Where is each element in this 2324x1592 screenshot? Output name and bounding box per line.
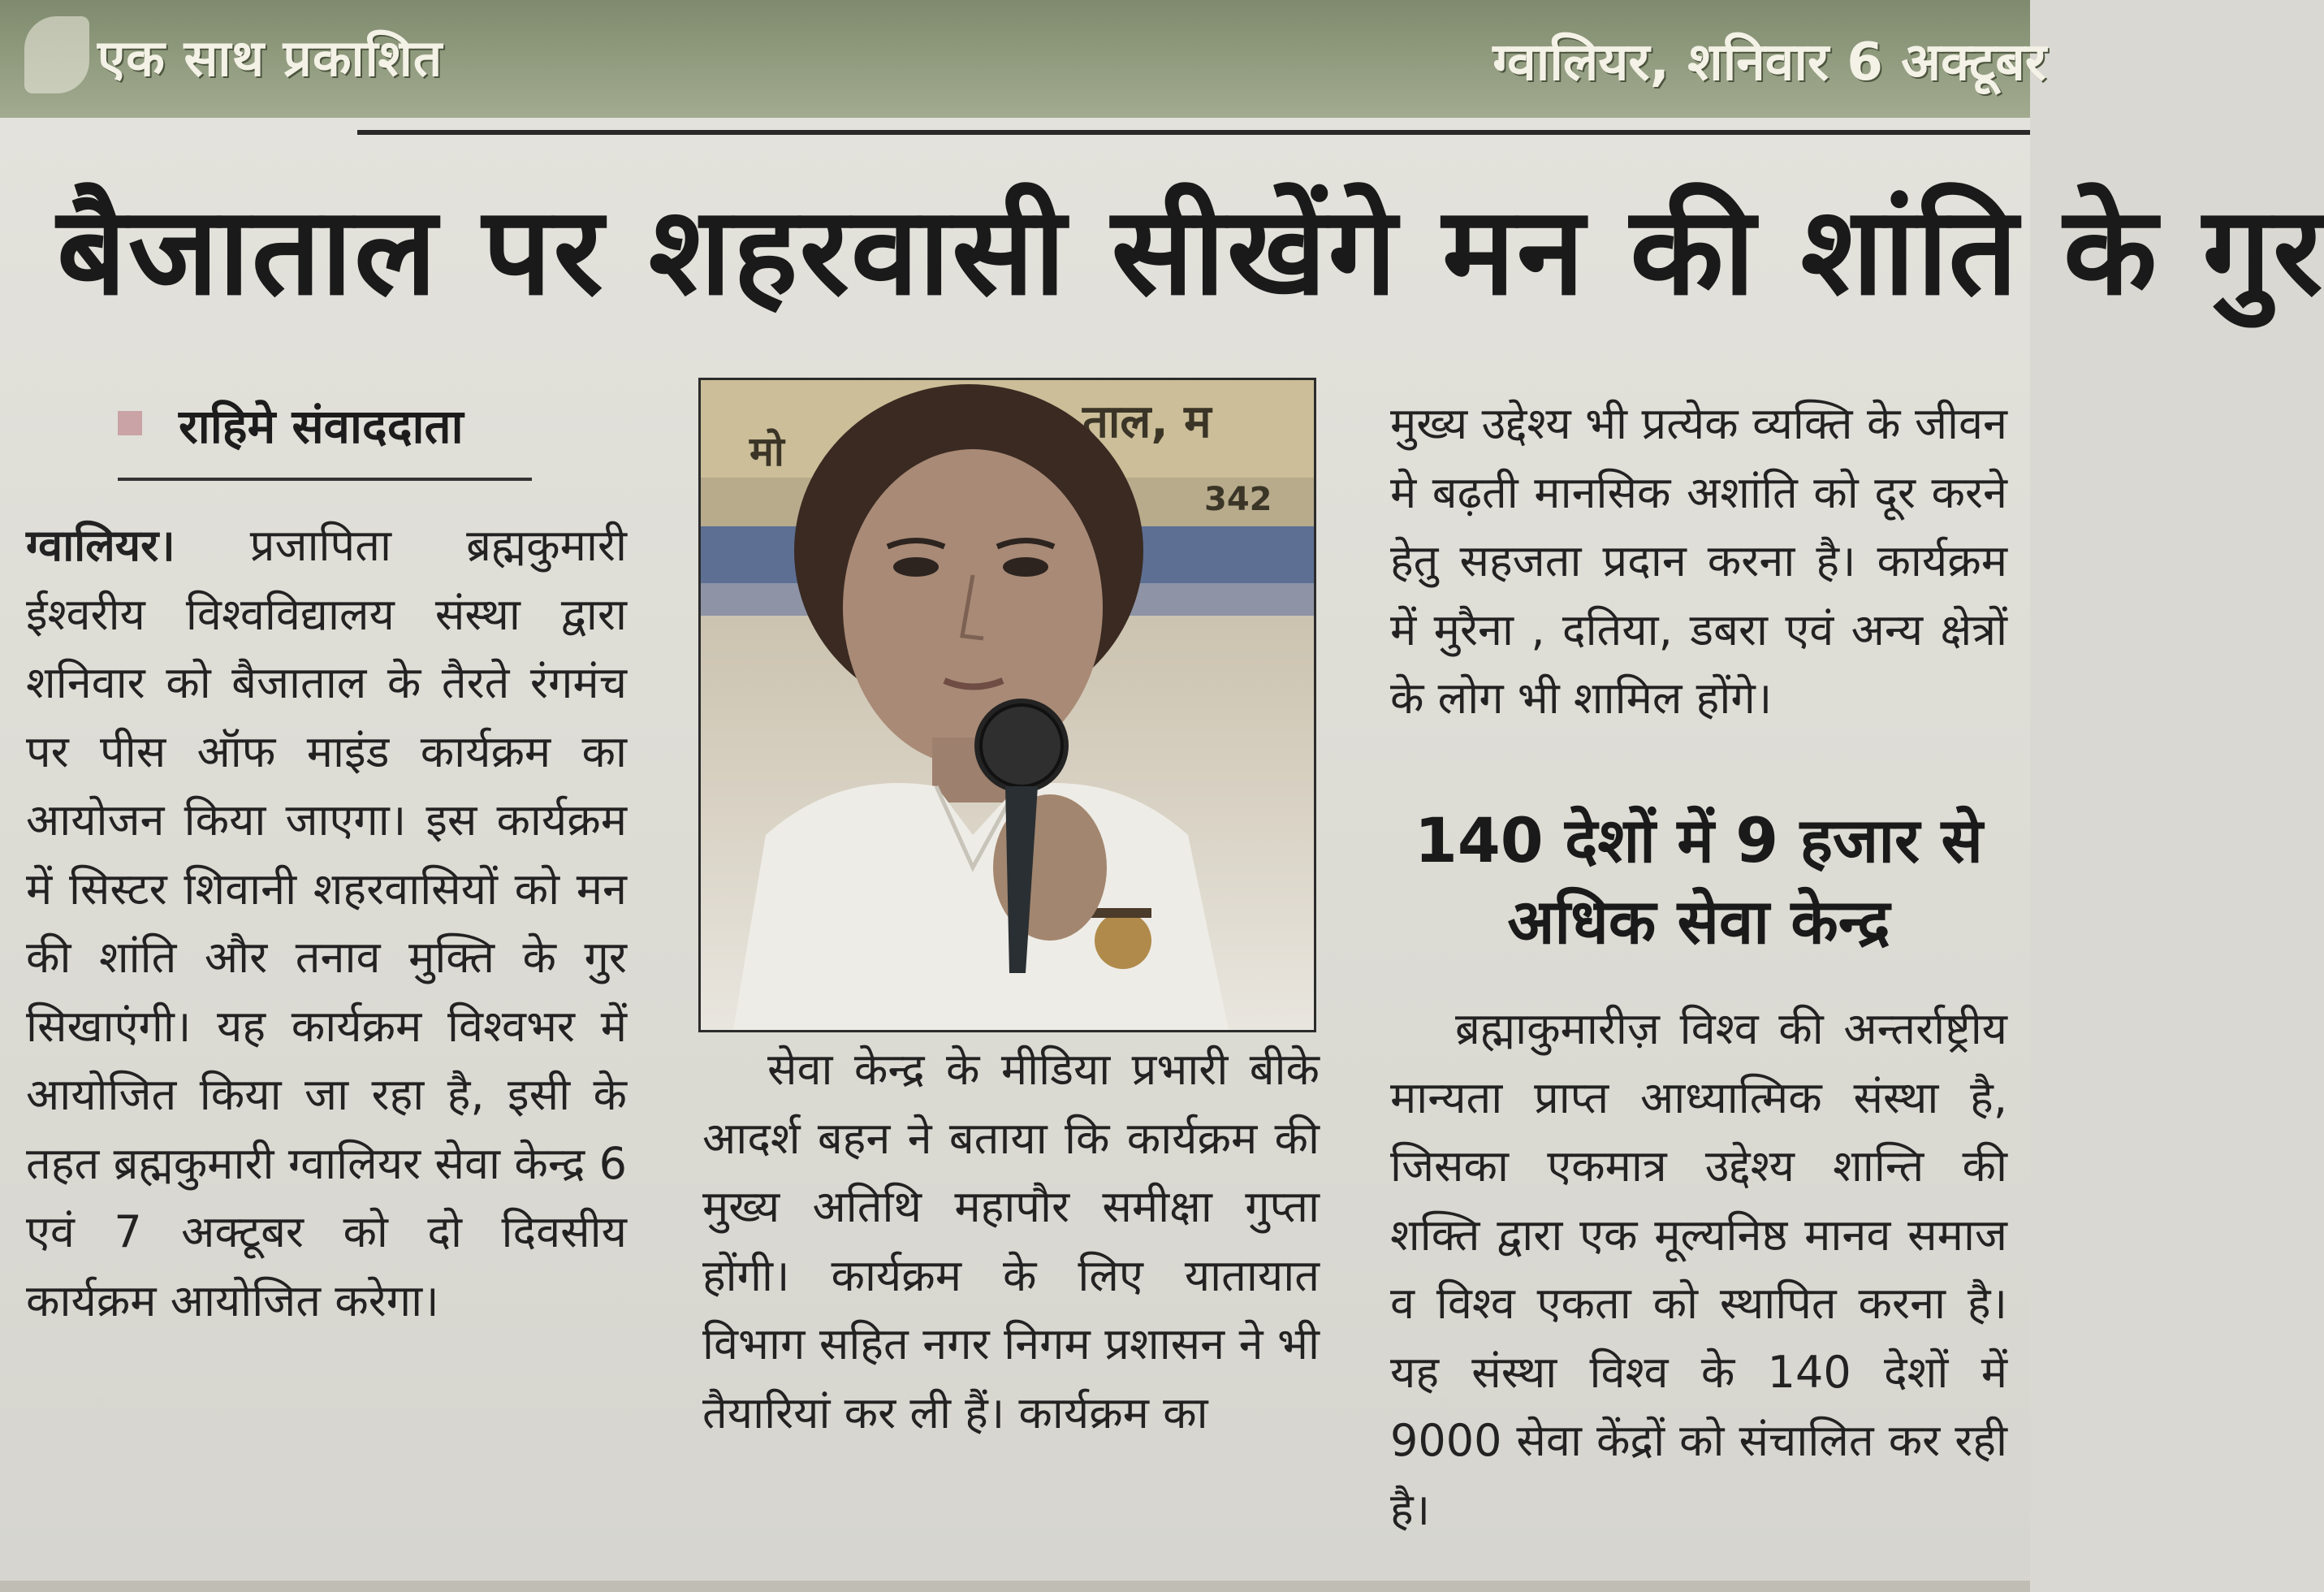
middle-column-body: सेवा केन्द्र के मीडिया प्रभारी बीके आदर्श बहन ने बताया कि कार्यक्रम की मुख्य अतिथि महापौर समीक्षा गुप्ता होंगी। कार्यक्रम के लिए यातायात विभाग सहित नगर निगम प्रशासन ने भी तैयारियां कर ली हैं। कार्यक्रम का	[702, 1044, 1320, 1438]
right-column-top	[1390, 390, 2007, 733]
article-dateline: ग्वालियर।	[26, 520, 175, 571]
article-photo	[698, 378, 1316, 1032]
photo-banner-text-2: मो	[749, 428, 784, 475]
left-column-text	[26, 512, 627, 1335]
photo-banner-text: ताल, म	[1082, 396, 1212, 448]
masthead-rule	[357, 130, 2030, 135]
photo-banner-text-3: 342	[1204, 481, 1272, 518]
byline-rule	[118, 478, 532, 481]
article-headline: बैजाताल पर शहरवासी सीखेंगे मन की शांति के गुर	[57, 181, 2324, 322]
newspaper-logo-mark	[24, 16, 89, 93]
masthead-date-text: ग्वालियर, शनिवार 6 अक्टूबर	[1492, 32, 2046, 93]
right-column-bottom	[1390, 995, 2007, 1544]
article-subheading: 140 देशों में 9 हजार से अधिक सेवा केन्द्र	[1415, 804, 1983, 958]
byline-bullet-icon	[118, 411, 142, 435]
masthead-strip	[0, 0, 2046, 118]
page-bottom-edge	[0, 1581, 2030, 1592]
left-column	[26, 512, 627, 1335]
right-column-top-body: मुख्य उद्देश्य भी प्रत्येक व्यक्ति के जीवन मे बढ़ती मानसिक अशांति को दूर करने हेतु सहजता प्रदान करना है। कार्यक्रम में मुरैना , दतिया, डबरा एवं अन्य क्षेत्रों के लोग भी शामिल होंगे।	[1390, 398, 2007, 724]
speaker-photo-illustration	[701, 380, 1314, 1030]
right-column-bottom-body: ब्रह्माकुमारीज़ विश्व की अन्तर्राष्ट्रीय मान्यता प्राप्त आध्यात्मिक संस्था है, जिसका एकमात्र उद्देश्य शान्ति की शक्ति द्वारा एक मूल्यनिष्ठ मानव समाज व विश्व एकता को स्थापित करना है। यह संस्था विश्व के 140 देशों में 9000 सेवा केंद्रों को संचालित कर रही है।	[1390, 1003, 2007, 1535]
masthead-edition-text: एक साथ प्रकाशित	[97, 28, 443, 88]
middle-column	[702, 1036, 1320, 1447]
article-byline: राहिमे संवाददाता	[179, 399, 464, 454]
left-column-body: प्रजापिता ब्रह्मकुमारी ईश्वरीय विश्वविद्यालय संस्था द्वारा शनिवार को बैजाताल के तैरते रंगमंच पर पीस ऑफ माइंड कार्यक्रम का आयोजन किया जाएगा। इस कार्यक्रम में सिस्टर शिवानी शहरवासियों को मन की शांति और तनाव मुक्ति के गुर सिखाएंगी। यह कार्यक्रम विश्वभर में आयोजित किया जा रहा है, इसी के तहत ब्रह्मकुमारी ग्वालियर सेवा केन्द्र 6 एवं 7 अक्टूबर को दो दिवसीय कार्यक्रम आयोजित करेगा।	[26, 520, 628, 1326]
